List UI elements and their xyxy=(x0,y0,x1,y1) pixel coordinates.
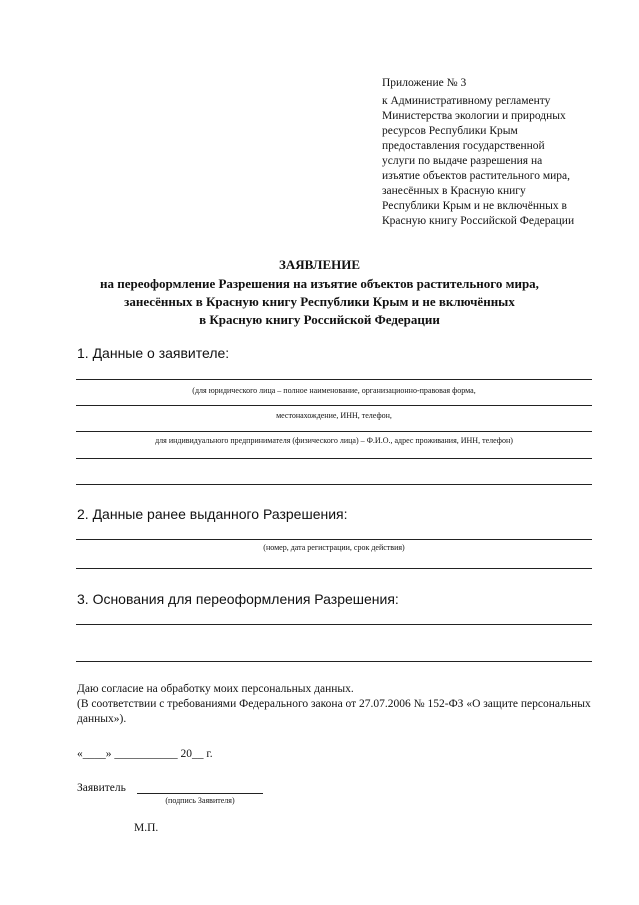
document-title: ЗАЯВЛЕНИЕ xyxy=(278,257,361,272)
document-subtitle-line: занесённых в Красную книгу Республики Крым и не включённых xyxy=(124,294,515,309)
consent-line: данных»). xyxy=(77,713,127,725)
permit-data-field-2[interactable] xyxy=(76,568,592,569)
appendix-line: ресурсов Республики Крым xyxy=(382,125,518,137)
signature-field[interactable] xyxy=(137,793,263,794)
stamp-label: М.П. xyxy=(134,822,159,834)
applicant-extra-field-2[interactable] xyxy=(76,484,592,485)
section1-heading: 1. Данные о заявителе: xyxy=(77,345,230,361)
appendix-header xyxy=(382,76,622,229)
field-caption: (для юридического лица – полное наименование, организационно-правовая форма, xyxy=(192,386,476,395)
appendix-line: изъятие объектов растительного мира, xyxy=(382,170,570,182)
document-subtitle-line: в Красную книгу Российской Федерации xyxy=(199,312,440,327)
permit-data-field[interactable] xyxy=(76,539,592,540)
field-caption: для индивидуального предпринимателя (физического лица) – Ф.И.О., адрес проживания, ИНН, телефон) xyxy=(155,436,513,445)
field-caption: (номер, дата регистрации, срок действия) xyxy=(263,543,405,552)
appendix-line: Республики Крым и не включённых в xyxy=(382,200,567,212)
appendix-line: Министерства экологии и природных xyxy=(382,110,566,122)
appendix-line: предоставления государственной xyxy=(382,140,545,152)
appendix-line: Красную книгу Российской Федерации xyxy=(382,215,575,227)
signature-label: Заявитель xyxy=(77,782,126,794)
signature-caption: (подпись Заявителя) xyxy=(165,796,235,805)
applicant-extra-field[interactable] xyxy=(76,458,592,459)
section3-heading: 3. Основания для переоформления Разрешения: xyxy=(77,591,399,607)
field-caption: местонахождение, ИНН, телефон, xyxy=(276,411,392,420)
reasons-field-2[interactable] xyxy=(76,661,592,662)
appendix-line: Приложение № 3 xyxy=(382,77,467,89)
applicant-name-field-2[interactable] xyxy=(76,405,592,406)
consent-text xyxy=(77,682,607,727)
appendix-line: занесённых в Красную книгу xyxy=(382,185,526,197)
appendix-line: услуги по выдаче разрешения на xyxy=(382,155,543,167)
applicant-address-field[interactable] xyxy=(76,431,592,432)
reasons-field[interactable] xyxy=(76,624,592,625)
document-subtitle-line: на переоформление Разрешения на изъятие объектов растительного мира, xyxy=(100,276,539,291)
appendix-line: к Административному регламенту xyxy=(382,95,551,107)
consent-line: Даю согласие на обработку моих персональных данных. xyxy=(77,683,354,695)
section2-heading: 2. Данные ранее выданного Разрешения: xyxy=(77,506,348,522)
date-line[interactable]: «____» ___________ 20__ г. xyxy=(77,748,213,760)
applicant-name-field[interactable] xyxy=(76,379,592,380)
consent-line: (В соответствии с требованиями Федерального закона от 27.07.2006 № 152-ФЗ «О защите персональных xyxy=(77,698,591,710)
